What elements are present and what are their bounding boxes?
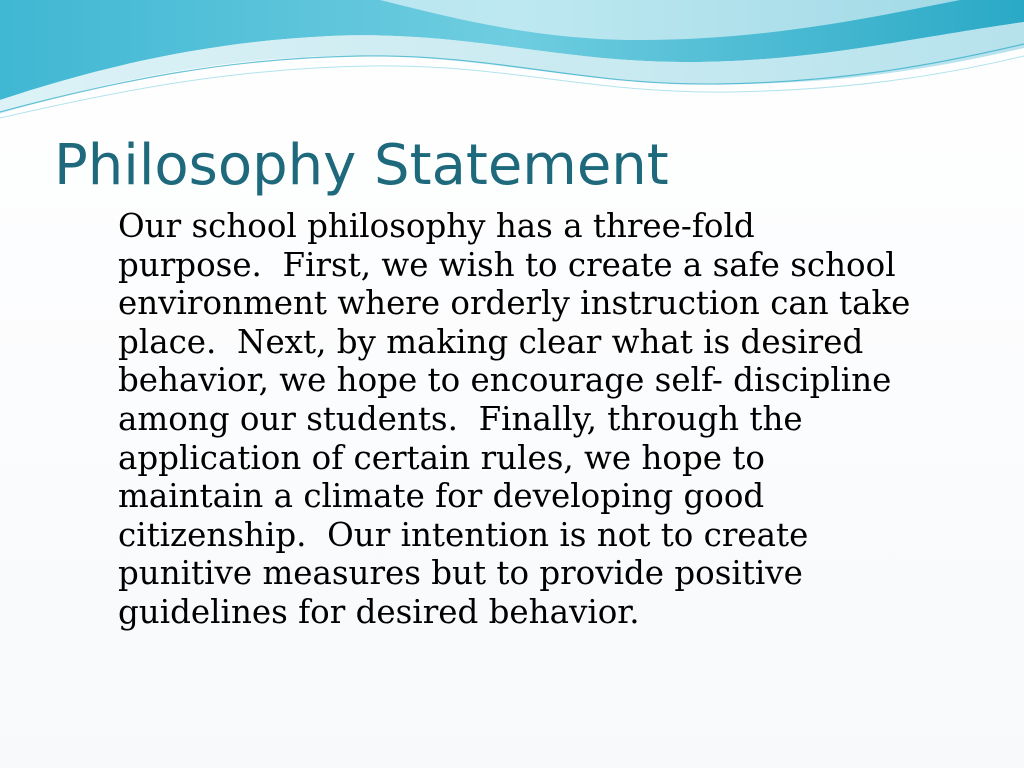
philosophy-body-text [118,207,958,632]
wave-header-decoration [0,0,1024,130]
body-line: place. Next, by making clear what is desired [118,322,864,361]
slide-title: Philosophy Statement [54,133,669,198]
body-line: citizenship. Our intention is not to create [118,515,809,554]
body-line: maintain a climate for developing good [118,477,765,516]
body-line: among our students. Finally, through the [118,399,803,438]
body-line: guidelines for desired behavior. [118,592,640,631]
body-line: application of certain rules, we hope to [118,438,765,477]
body-line: behavior, we hope to encourage self- discipline [118,361,892,400]
body-line: environment where orderly instruction can take [118,284,911,323]
body-line: punitive measures but to provide positive [118,554,803,593]
body-line: purpose. First, we wish to create a safe school [118,245,896,284]
body-line: Our school philosophy has a three-fold [118,207,755,245]
